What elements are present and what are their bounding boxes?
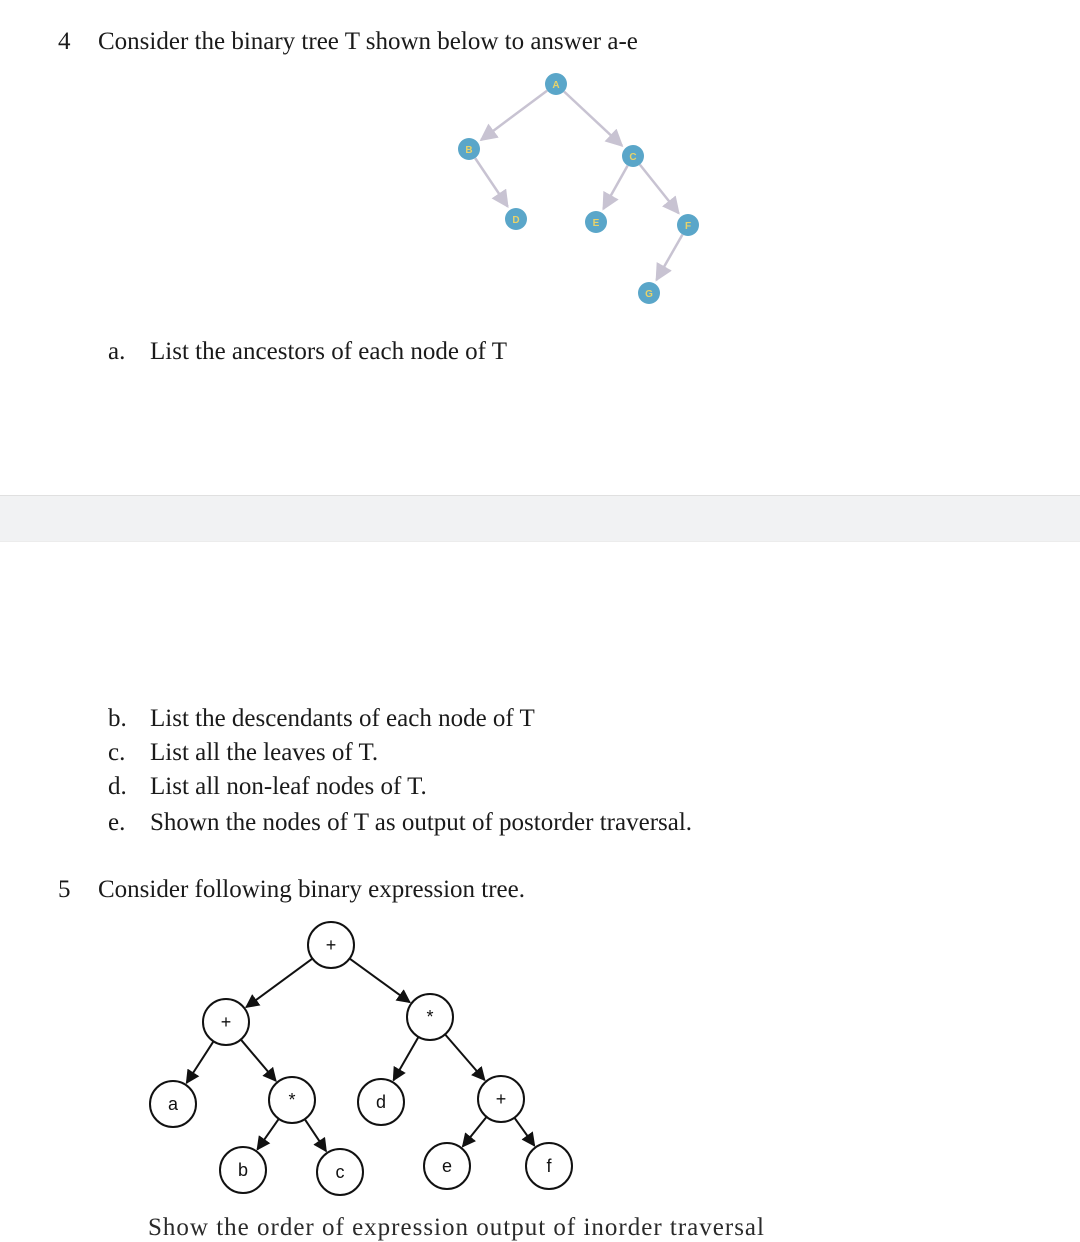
tree-node-B [458, 138, 480, 160]
expr-edge-root-l [246, 959, 312, 1008]
svg-text:F: F [684, 221, 692, 232]
expr-node-l [203, 999, 249, 1045]
question-number: 5 [58, 876, 71, 903]
expr-node-b [220, 1147, 266, 1193]
expr-edge-r-d [393, 1037, 418, 1080]
part-label: e. [108, 809, 126, 836]
expr-edge-m-c [305, 1119, 326, 1151]
part-label: d. [108, 773, 127, 800]
cut-off-question-text: Show the order of expression output of inorder traversal [148, 1214, 765, 1241]
tree-t-edges [475, 91, 682, 280]
svg-text:G: G [645, 289, 653, 300]
tree-edge-A-B [481, 91, 547, 140]
expr-node-m [269, 1077, 315, 1123]
tree-edge-C-F [640, 165, 679, 214]
part-d [108, 773, 427, 801]
svg-text:+: + [220, 1012, 232, 1032]
tree-node-A [545, 73, 567, 95]
tree-node-C [622, 145, 644, 167]
svg-text:+: + [495, 1089, 507, 1109]
expression-tree-nodes [150, 922, 572, 1195]
part-b [108, 705, 535, 733]
expr-edge-p-e [463, 1117, 487, 1147]
part-text: List all the leaves of T. [150, 739, 379, 766]
question-number: 4 [58, 28, 71, 55]
expr-edge-m-b [257, 1119, 278, 1150]
expr-node-p [478, 1076, 524, 1122]
part-a [108, 338, 507, 366]
tree-edge-B-D [475, 158, 508, 206]
question-text: Consider the binary tree T shown below to answer a-e [98, 28, 638, 55]
part-label: a. [108, 338, 126, 365]
tree-node-G [638, 282, 660, 304]
part-text: List the descendants of each node of T [150, 705, 535, 732]
tree-edge-A-C [564, 92, 622, 146]
expr-edge-l-a [187, 1041, 214, 1083]
expr-edge-l-m [241, 1040, 276, 1081]
question-text: Consider following binary expression tree. [98, 876, 525, 903]
part-text: List the ancestors of each node of T [150, 338, 508, 365]
tree-node-E [585, 211, 607, 233]
svg-text:c: c [335, 1162, 345, 1182]
part-c [108, 739, 378, 767]
svg-text:*: * [288, 1090, 296, 1110]
expr-node-c [317, 1149, 363, 1195]
svg-text:a: a [167, 1094, 179, 1114]
expr-node-a [150, 1081, 196, 1127]
binary-tree-t-diagram [0, 60, 1080, 380]
page-break-divider [0, 495, 1080, 542]
expr-edge-root-r [350, 959, 410, 1003]
svg-text:D: D [512, 215, 520, 226]
expr-edge-r-p [445, 1034, 485, 1080]
part-text: Shown the nodes of T as output of postorder traversal. [150, 809, 693, 836]
expression-tree-edges [187, 959, 535, 1152]
expr-node-f [526, 1143, 572, 1189]
expr-node-e [424, 1143, 470, 1189]
part-label: c. [108, 739, 126, 766]
svg-text:b: b [237, 1160, 249, 1180]
tree-node-F [677, 214, 699, 236]
svg-text:+: + [325, 935, 337, 955]
expr-node-root [308, 922, 354, 968]
tree-edge-F-G [656, 235, 682, 280]
expr-edge-p-f [514, 1118, 534, 1146]
svg-text:C: C [629, 152, 637, 163]
tree-node-D [505, 208, 527, 230]
expression-tree-diagram [0, 910, 1080, 1210]
svg-text:B: B [465, 145, 473, 156]
part-text: List all non-leaf nodes of T. [150, 773, 427, 800]
expr-node-d [358, 1079, 404, 1125]
svg-text:*: * [426, 1007, 434, 1027]
expr-node-r [407, 994, 453, 1040]
part-e [108, 809, 692, 837]
svg-text:f: f [546, 1156, 552, 1176]
svg-text:E: E [592, 218, 600, 229]
svg-text:A: A [552, 80, 560, 91]
svg-text:d: d [375, 1092, 387, 1112]
svg-text:e: e [441, 1156, 453, 1176]
part-label: b. [108, 705, 127, 732]
tree-edge-C-E [603, 166, 627, 209]
